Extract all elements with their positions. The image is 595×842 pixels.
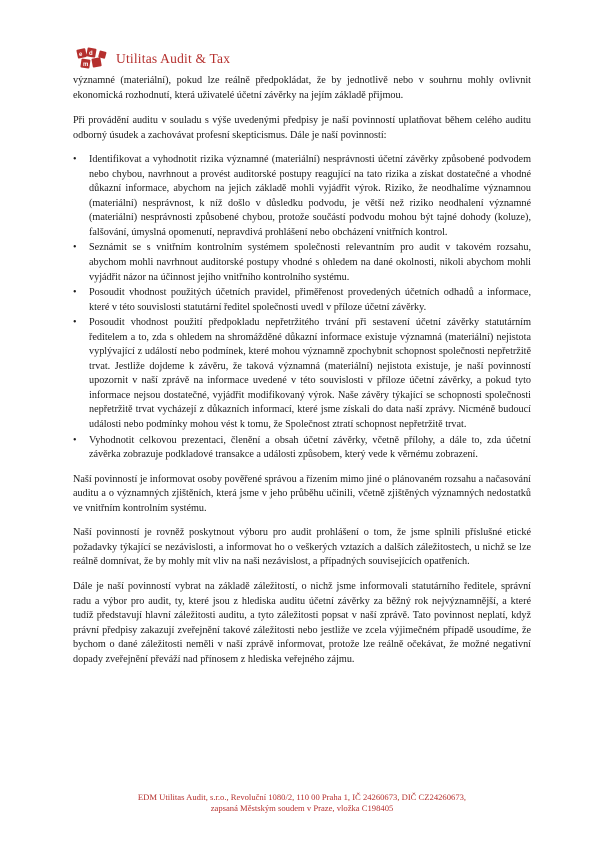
footer-address: EDM Utilitas Audit, s.r.o., Revoluční 1080/2, 110 00 Praha 1, IČ 24260673, DIČ CZ24260673, [137, 792, 467, 802]
report-body [73, 74, 531, 677]
paragraph: významné (materiální), pokud lze reálně předpokládat, že by jednotlivě nebo v souhrnu mohly ovlivnit ekonomická rozhodnutí, která uživatelé účetní závěrky na jejím základě přijmou. [73, 75, 531, 101]
list-item [73, 241, 531, 285]
company-name: Utilitas Audit & Tax [116, 51, 231, 66]
list-item-text: Identifikovat a vyhodnotit rizika významné (materiální) nesprávnosti účetní závěrky způsobené podvodem nebo chybou, navrhnout a provést auditorské postupy reagující na tato rizika a získat dostatečné a vhodné důkazní informace, abychom na jejich základě mohli vyjádřit výrok. Riziko, že neodhalíme významnou (materiální) nesprávnost, k níž došlo v důsledku podvodu, je větší než riziko neodhalení významné (materiální) nesprávnosti způsobené chybou, protože součástí podvodu mohou být tajné dohody (koluze), falšování, úmyslná opomenutí, nepravdivá prohlášení nebo obcházení vnitřních kontrol. [89, 154, 531, 238]
paragraph: Dále je naší povinností vybrat na základě záležitostí, o nichž jsme informovali statutárního ředitele, správní radu a výbor pro audit, ty, které jsou z hlediska auditu účetní závěrky za běžný rok nejvýznamnější, a které tudíž představují hlavní záležitosti auditu, a tyto záležitosti popsat v naší zprávě. Tato povinnost neplatí, když právní předpisy zakazují zveřejnění takové záležitosti nebo jestliže ve zcela výjimečném případě usoudíme, že bychom o dané záležitosti neměli v naší zprávě informovat, protože lze reálně očekávat, že možné negativní dopady zveřejnění převáží nad přínosem z hlediska veřejného zájmu. [73, 580, 531, 665]
svg-text:d: d [89, 51, 93, 57]
list-item-text: Vyhodnotit celkovou prezentaci, členění a obsah účetní závěrky, včetně přílohy, a dále to, zda účetní závěrka zobrazuje podkladové transakce a události způsobem, který vede k věrnému zobrazení. [89, 434, 531, 461]
bullet-icon: • [73, 242, 77, 254]
footer-registration: zapsaná Městským soudem v Praze, vložka C198405 [210, 803, 394, 813]
list-item [73, 286, 531, 315]
bullet-icon: • [73, 287, 77, 299]
responsibilities-list [73, 153, 531, 462]
list-item-text: Posoudit vhodnost použití předpokladu nepřetržitého trvání při sestavení účetní závěrky statutárním ředitelem a to, zda s ohledem na shromážděné důkazní informace existuje významná (materiální) nejistota vyplývající z událostí nebo podmínek, které mohou významně zpochybnit schopnost společnosti nepřetržitě trvat. Jestliže dojdeme k závěru, že taková významná (materiální) nejistota existuje, je naší povinností upozornit v naší zprávě na informace uvedené v této souvislosti v příloze účetní závěrky, a pokud tyto informace nejsou dostatečné, vyjádřit modifikovaný výrok. Naše závěry týkající se schopnosti společnosti nepřetržitě trvat vycházejí z důkazních informací, které jsme získali do data naší zprávy. Nicméně budoucí události nebo podmínky mohou vést k tomu, že Společnost ztratí schopnost nepřetržitě trvat. [89, 317, 531, 431]
bullet-icon: • [73, 317, 77, 329]
paragraph: Při provádění auditu v souladu s výše uvedenými předpisy je naší povinností uplatňovat během celého auditu odborný úsudek a zachovávat profesní skepticismus. Dále je naší povinností: [73, 115, 531, 141]
paragraph: Naší povinností je rovněž poskytnout výboru pro audit prohlášení o tom, že jsme splnili příslušné etické požadavky týkající se nezávislosti, a informovat ho o veškerých vztazích a dalších záležitostech, u nichž se lze reálně domnívat, že by mohly mít vliv na naši nezávislost, a případných souvisejících opatřeních. [73, 527, 531, 568]
paragraph: Naší povinností je informovat osoby pověřené správou a řízením mimo jiné o plánovaném rozsahu a načasování auditu a o významných zjištěních, která jsme v jeho průběhu učinili, včetně zjištěných významných nedostatků ve vnitřním kontrolním systému. [73, 473, 531, 514]
list-item [73, 316, 531, 432]
list-item-text: Seznámit se s vnitřním kontrolním systémem společnosti relevantním pro audit v takovém rozsahu, abychom mohli navrhnout auditorské postupy vhodné s ohledem na dané okolnosti, nikoli abychom mohli vyjádřit názor na účinnost jejího vnitřního kontrolního systému. [89, 242, 531, 283]
svg-text:e: e [79, 52, 83, 58]
bullet-icon: • [73, 154, 77, 166]
list-item [73, 153, 531, 240]
list-item-text: Posoudit vhodnost použitých účetních pravidel, přiměřenost provedených účetních odhadů a informace, které v této souvislosti statutární ředitel společnosti uvedl v příloze účetní závěrky. [89, 287, 531, 313]
bullet-icon: • [73, 434, 77, 446]
letterhead [75, 44, 230, 74]
svg-text:m: m [83, 62, 89, 68]
page-footer [73, 792, 531, 814]
edm-logo-icon [75, 46, 111, 72]
list-item [73, 434, 531, 463]
